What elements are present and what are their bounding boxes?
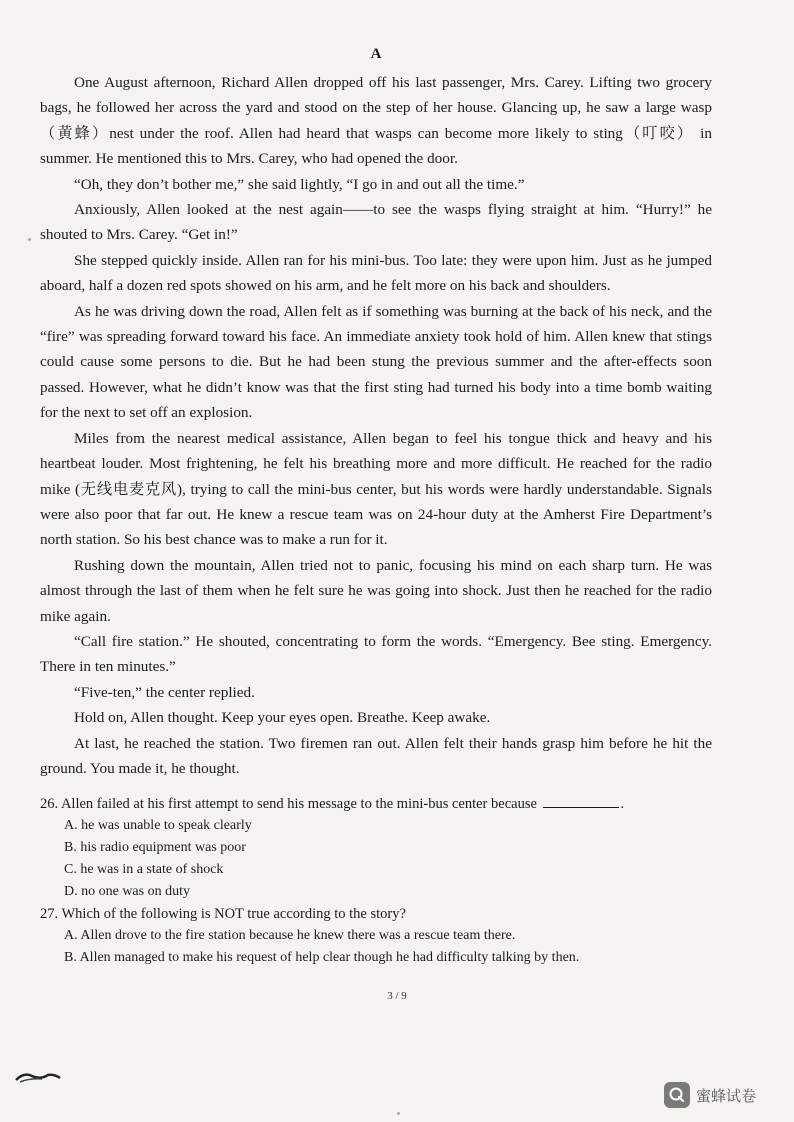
question-26 (40, 793, 712, 903)
passage-paragraph: At last, he reached the station. Two firemen ran out. Allen felt their hands grasp him before he hit the ground. You made it, he thought. (40, 734, 712, 777)
question-stem-text: 27. Which of the following is NOT true according to the story? (40, 906, 406, 923)
answer-option: C. he was in a state of shock (64, 862, 224, 878)
question-stem (40, 793, 712, 815)
scan-speck (28, 238, 31, 241)
answer-option: B. his radio equipment was poor (64, 840, 246, 856)
passage-paragraph: She stepped quickly inside. Allen ran for his mini-bus. Too late: they were upon him. Just as he jumped aboard, half a dozen red spots showed on his arm, and he felt more on his back and shoulders. (40, 251, 712, 295)
question-list (40, 793, 712, 969)
answer-blank (543, 794, 619, 808)
answer-option: D. no one was on duty (64, 884, 190, 900)
passage-paragraph: Hold on, Allen thought. Keep your eyes open. Breathe. Keep awake. (74, 709, 491, 727)
passage-paragraph: “Call fire station.” He shouted, concentrating to form the words. “Emergency. Bee sting. Emergency. There in ten minutes.” (40, 632, 712, 676)
scan-speck (397, 1112, 400, 1115)
answer-option: A. he was unable to speak clearly (64, 818, 252, 834)
answer-option: A. Allen drove to the fire station because he knew there was a rescue team there. (64, 928, 516, 944)
question-27 (40, 903, 712, 969)
question-stem (40, 903, 712, 925)
exam-page (40, 44, 712, 969)
passage-paragraph: Miles from the nearest medical assistance, Allen began to feel his tongue thick and heavy and his heartbeat louder. Most frightening, he felt his breathing more and more difficult. He reached for the radio mike (无线电麦克风), trying to call the mini-bus center, but his words were hardly understandable. Signals were also poor that far out. He knew a rescue team was on 24-hour duty at the Amherst Fire Department’s north station. So his best chance was to make a run for it. (40, 429, 712, 549)
page-number: 3 / 9 (387, 990, 407, 1002)
passage-paragraph: As he was driving down the road, Allen felt as if something was burning at the back of his neck, and the “fire” was spreading forward toward his face. An immediate anxiety took hold of him. Allen knew that stings could cause some persons to die. But he had been stung the previous summer and the after-effects soon passed. However, what he didn’t know was that the first sting had turned his body into a time bomb waiting for the next to set off an explosion. (40, 302, 712, 422)
passage-paragraph: “Five-ten,” the center replied. (74, 683, 255, 701)
passage-title: A (370, 46, 382, 62)
answer-option: B. Allen managed to make his request of help clear though he had difficulty talking by then. (64, 950, 580, 966)
question-stem-text: 26. Allen failed at his first attempt to send his message to the mini-bus center because (40, 796, 537, 813)
passage-paragraph: One August afternoon, Richard Allen dropped off his last passenger, Mrs. Carey. Lifting two grocery bags, he followed her across the yard and stood on the step of her house. Glancing up, he saw a large wasp（黄蜂）nest under the roof. Allen had heard that wasps can become more likely to sting（叮咬） in summer. He mentioned this to Mrs. Carey, who had opened the door. (40, 74, 712, 168)
q-logo-icon (664, 1082, 690, 1108)
passage-paragraph: Anxiously, Allen looked at the nest again——to see the wasps flying straight at him. “Hurry!” he shouted to Mrs. Carey. “Get in!” (40, 201, 712, 244)
watermark-text: 蜜蜂试卷 (696, 1086, 757, 1105)
question-stem-end: . (620, 796, 625, 813)
passage-body (40, 70, 712, 781)
ink-scribble (14, 1066, 64, 1086)
passage-paragraph: Rushing down the mountain, Allen tried not to panic, focusing his mind on each sharp turn. He was almost through the last of them when he felt sure he was going into shock. Just then he reached for the radio mike again. (40, 556, 712, 625)
watermark (664, 1082, 756, 1108)
passage-paragraph: “Oh, they don’t bother me,” she said lightly, “I go in and out all the time.” (74, 175, 525, 193)
